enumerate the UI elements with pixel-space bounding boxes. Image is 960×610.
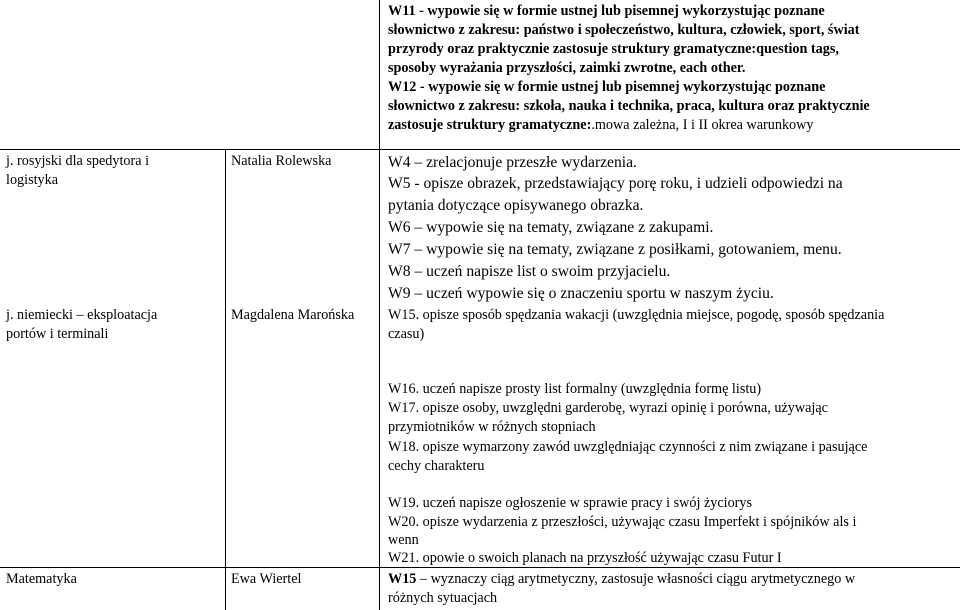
outcome-w8: W8 – uczeń napisze list o swoim przyjacielu. <box>388 263 671 280</box>
row-divider-top <box>0 149 960 150</box>
outcome-w6: W6 – wypowie się na tematy, związane z zakupami. <box>388 219 714 236</box>
outcome-w16: W16. uczeń napisze prosty list formalny (uwzględnia formę listu) <box>388 381 762 397</box>
w12-line-1: W12 - wypowie się w formie ustnej lub pisemnej wykorzystując poznane <box>388 79 826 95</box>
outcome-w15-mat-text: – wyznaczy ciąg arytmetyczny, zastosuje własności ciągu arytmetycznego w <box>416 571 856 587</box>
outcome-w20-cont: wenn <box>388 532 419 548</box>
w11-line-1: W11 - wypowie się w formie ustnej lub pisemnej wykorzystując poznane <box>388 3 825 19</box>
outcome-w9: W9 – uczeń wypowie się o znaczeniu sportu w naszym życiu. <box>388 285 774 302</box>
w12-line-3 <box>388 116 813 135</box>
teacher-wiertel: Ewa Wiertel <box>231 571 302 587</box>
subject-niemiecki <box>6 306 221 344</box>
subject-matematyka: Matematyka <box>6 571 77 587</box>
w11-line-2: słownictwo z zakresu: państwo i społeczeństwo, kultura, człowiek, sport, świat <box>388 22 860 38</box>
outcome-w17: W17. opisze osoby, uwzględni garderobę, wyrazi opinię i porówna, używając <box>388 400 828 416</box>
outcome-w18: W18. opisze wymarzony zawód uwzględniając czynności z nim związane i pasujące <box>388 439 868 455</box>
outcome-w15-mat <box>388 570 855 589</box>
outcome-w18-cont: cechy charakteru <box>388 458 485 474</box>
teacher-maronska: Magdalena Marońska <box>231 307 355 323</box>
outcome-w5: W5 - opisze obrazek, przedstawiający porę roku, i udzieli odpowiedzi na <box>388 175 843 192</box>
w11-line-3: przyrody oraz praktycznie zastosuje struktury gramatyczne:question tags, <box>388 41 839 57</box>
subject-rosyjski <box>6 152 221 190</box>
w12-line-3-bold: zastosuje struktury gramatyczne: <box>388 117 592 133</box>
subject-niemiecki-line-1: j. niemiecki – eksploatacja <box>6 307 158 323</box>
outcome-w15-mat-cont: różnych sytuacjach <box>388 590 498 606</box>
column-divider-1 <box>225 149 226 610</box>
outcome-w19: W19. uczeń napisze ogłoszenie w sprawie pracy i swój życiorys <box>388 495 753 511</box>
outcome-w7: W7 – wypowie się na tematy, związane z posiłkami, gotowaniem, menu. <box>388 241 842 258</box>
teacher-rolewska: Natalia Rolewska <box>231 153 332 169</box>
w11-line-4: sposoby wyrażania przyszłości, zaimki zwrotne, each other. <box>388 60 746 76</box>
outcome-w5-cont: pytania dotyczące opisywanego obrazka. <box>388 197 644 214</box>
outcome-w17-cont: przymiotników w różnych stopniach <box>388 419 596 435</box>
column-divider-2 <box>379 0 380 610</box>
outcome-w15-niem-cont: czasu) <box>388 326 425 342</box>
w12-line-3-rest: .mowa zależna, I i II okrea warunkowy <box>591 117 814 133</box>
subject-rosyjski-line-1: j. rosyjski dla spedytora i <box>6 153 150 169</box>
outcome-w21: W21. opowie o swoich planach na przyszłość używając czasu Futur I <box>388 550 782 566</box>
w12-line-2: słownictwo z zakresu: szkoła, nauka i technika, praca, kultura oraz praktycznie <box>388 98 870 114</box>
outcome-w20: W20. opisze wydarzenia z przeszłości, używając czasu Imperfekt i spójników als i <box>388 514 857 530</box>
subject-niemiecki-line-2: portów i terminali <box>6 326 109 342</box>
outcome-w15-niem: W15. opisze sposób spędzania wakacji (uwzględnia miejsce, pogodę, sposób spędzania <box>388 307 885 323</box>
subject-rosyjski-line-2: logistyka <box>6 172 59 188</box>
outcome-w15-mat-code: W15 <box>388 571 417 587</box>
outcome-w4: W4 – zrelacjonuje przeszłe wydarzenia. <box>388 154 637 171</box>
